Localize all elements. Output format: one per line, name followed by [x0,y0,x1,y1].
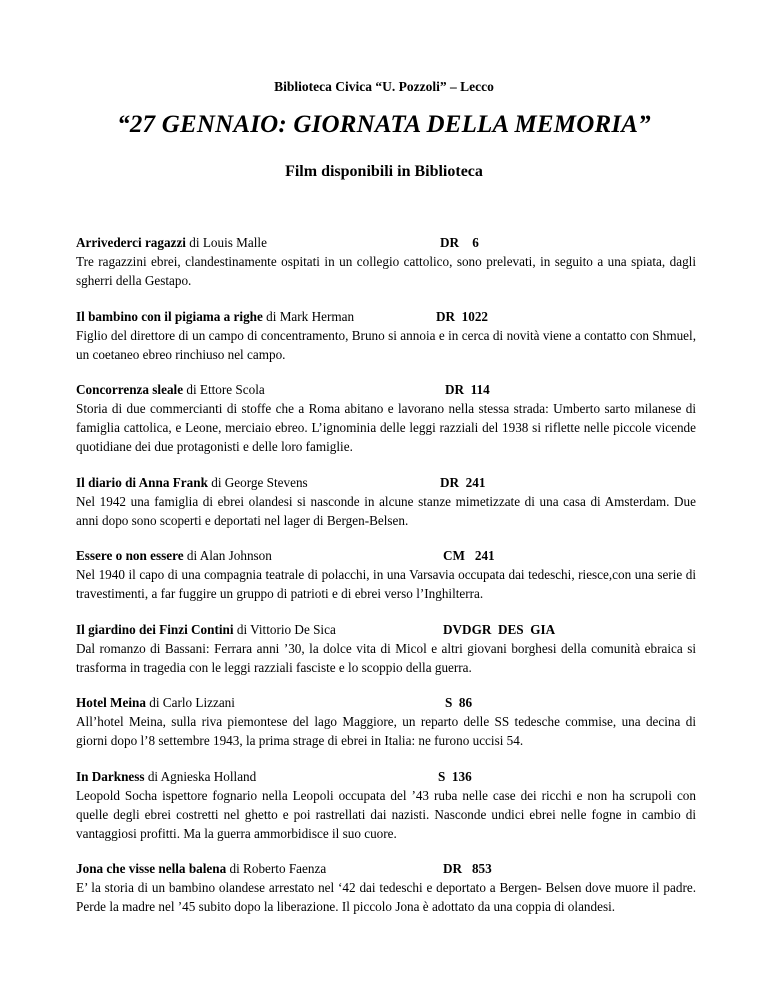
film-shelf-code: DR 241 [440,474,486,490]
film-director: di George Stevens [207,474,308,490]
film-entry [76,620,696,677]
film-director: di Ettore Scola [183,382,265,397]
film-description: Dal romanzo di Bassani: Ferrara anni ’30, la dolce vita di Micol e altri giovani borghesi della comunità ebraica si trasforma in tragedia con le leggi razziali fasciste e lo scoppio della guerra. [76,640,696,675]
library-name: Biblioteca Civica “U. Pozzoli” – Lecco [274,79,494,94]
page-subtitle: Film disponibili in Biblioteca [285,163,483,180]
film-title: Il diario di Anna Frank [76,474,208,490]
film-title: Jona che visse nella balena [76,861,227,876]
film-description: Leopold Socha ispettore fognario nella Leopoli occupata del ’43 ruba nelle case dei ricchi e non ha scrupoli con quelle degli ebrei costretti nel ghetto e poi rastrellati dai nazisti. Nasconde undici ebrei nelle fogne in cambio di vantaggiosi profitti. Ma la guerra ammorbidisce il suo cuore. [76,787,696,841]
film-title: Il bambino con il pigiama a righe [76,308,263,324]
film-director: di Agnieska Holland [144,768,257,784]
film-entry [76,546,696,603]
film-entry [76,859,696,916]
film-title: Essere o non essere [76,548,184,563]
film-title: Hotel Meina [76,695,146,710]
film-entry [76,380,696,456]
film-title: Concorrenza sleale [76,382,184,397]
film-description: Nel 1942 una famiglia di ebrei olandesi si nasconde in alcune stanze mimetizzate di una casa di Amsterdam. Due anni dopo sono scoperti e deportati nel lager di Bergen-Belsen. [76,493,696,528]
film-description: Tre ragazzini ebrei, clandestinamente ospitati in un collegio cattolico, sono prelevati, in seguito a una spiata, dagli sgherri della Gestapo. [76,254,696,288]
film-director: di Roberto Faenza [226,861,327,876]
film-director: di Vittorio De Sica [233,621,336,637]
film-description: Storia di due commercianti di stoffe che a Roma abitano e lavorano nella stessa strada: Umberto sarto milanese di famiglia cattolica, e Leone, merciaio ebreo. L’ignominia delle leggi razziali del 1938 si riflette nelle piccole vicende quotidiane dei due protagonisti e delle loro famiglie. [76,401,696,454]
film-director: di Louis Malle [185,235,267,250]
film-entry [76,767,696,843]
film-entry [76,307,696,364]
film-shelf-code: CM 241 [443,548,495,563]
film-entry [76,473,696,530]
film-director: di Alan Johnson [183,548,272,563]
film-shelf-code: DR 853 [443,861,492,876]
film-director: di Mark Herman [262,308,355,324]
film-shelf-code: DVDGR DES GIA [443,621,556,637]
film-shelf-code: DR 6 [440,235,479,250]
film-title: Arrivederci ragazzi [76,235,186,250]
film-description: E’ la storia di un bambino olandese arrestato nel ‘42 dai tedeschi e deportato a Bergen- Belsen dove muore il padre. Perde la madre nel ’45 subito dopo la liberazione. Il piccolo Jona è adottato da una coppia di olandesi. [76,880,696,914]
film-title: In Darkness [76,768,145,784]
film-entry [76,693,696,750]
film-description: All’hotel Meina, sulla riva piemontese del lago Maggiore, un reparto delle SS tedesche commise, una decina di giorni dopo l’8 settembre 1943, la prima strage di ebrei in Italia: ne furono uccisi 54. [76,714,696,748]
film-shelf-code: S 86 [445,695,473,710]
film-description: Figlio del direttore di un campo di concentramento, Bruno si annoia e in cerca di novità viene a contatto con Shmuel, un coetaneo ebreo rinchiuso nel campo. [76,327,696,362]
page-title: “27 GENNAIO: GIORNATA DELLA MEMORIA” [117,111,651,138]
film-title: Il giardino dei Finzi Contini [76,621,234,637]
film-list [76,233,696,933]
film-shelf-code: DR 114 [445,382,490,397]
film-director: di Carlo Lizzani [145,695,235,710]
film-shelf-code: DR 1022 [436,308,489,324]
film-shelf-code: S 136 [438,768,472,784]
film-entry [76,233,696,290]
film-description: Nel 1940 il capo di una compagnia teatrale di polacchi, in una Varsavia occupata dai tedeschi, riesce,con una serie di travestimenti, a far fuggire un gruppo di patrioti e di ebrei verso l’Inghilterra. [76,567,696,601]
